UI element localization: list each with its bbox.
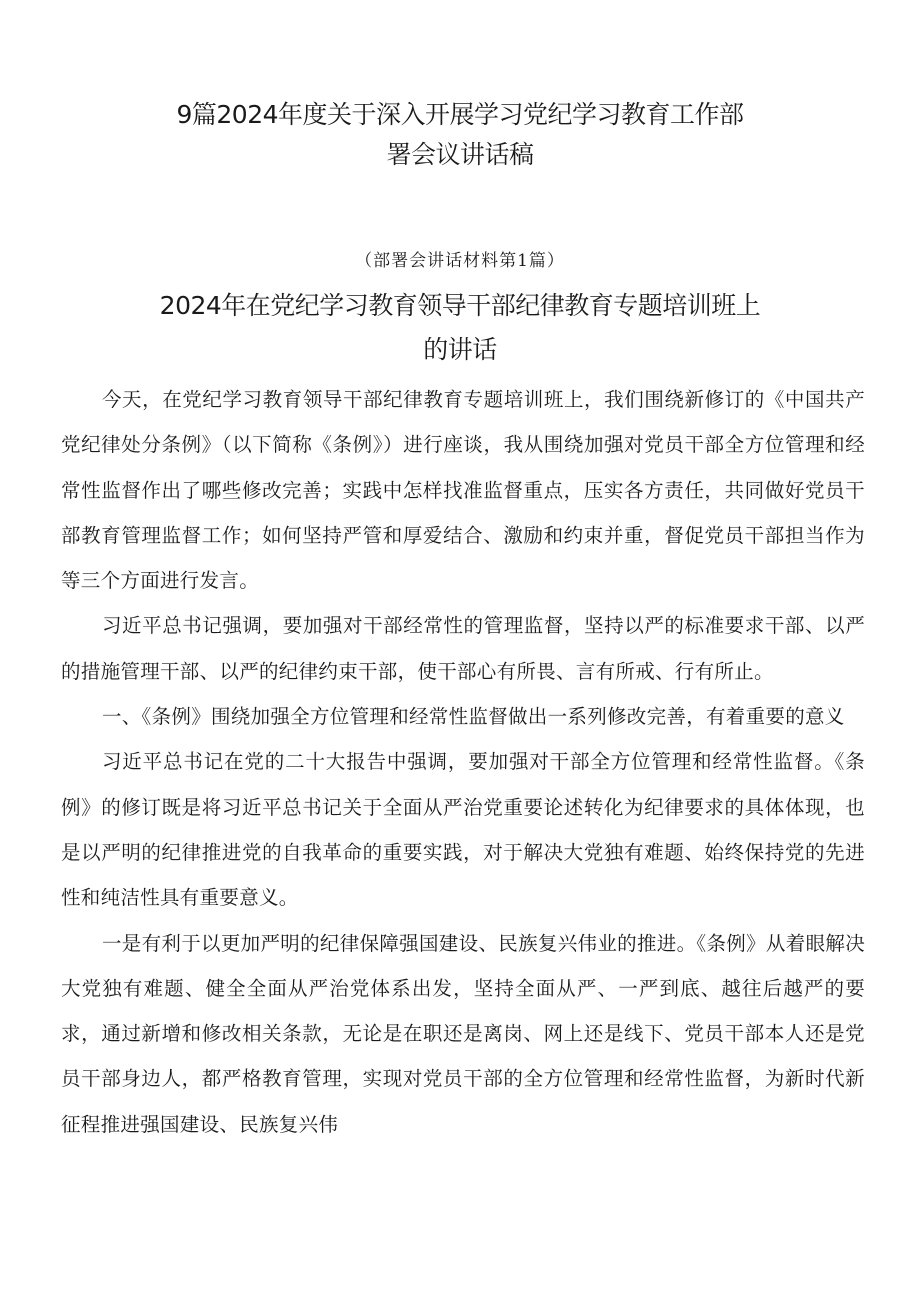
paragraph-quote: 习近平总书记强调，要加强对干部经常性的管理监督，坚持以严的标准要求干部、以严的措施管理干部、以严的纪律约束干部，使干部心有所畏、言有所戒、行有所止。 <box>61 614 865 683</box>
paragraph-heading-one: 一、《条例》围绕加强全方位管理和经常性监督做出一系列修改完善，有着重要的意义 <box>101 705 845 729</box>
paragraph-significance: 习近平总书记在党的二十大报告中强调，要加强对干部全方位管理和经常性监督。《条例》的修订既是将习近平总书记关于全面从严治党重要论述转化为纪律要求的具体体现，也是以严明的纪律推进党的自我革命的重要实践，对于解决大党独有难题、始终保持党的先进性和纯洁性具有重要意义。 <box>61 750 865 910</box>
paragraph-point-one: 一是有利于以更加严明的纪律保障强国建设、民族复兴伟业的推进。《条例》从着眼解决大党独有难题、健全全面从严治党体系出发，坚持全面从严、一严到底、越往后越严的要求，通过新增和修改相关条款，无论是在职还是离岗、网上还是线下、党员干部本人还是党员干部身边人，都严格教育管理，实现对党员干部的全方位管理和经常性监督，为新时代新征程推进强国建设、民族复兴伟 <box>61 931 865 1136</box>
speech-subtitle: （部署会讲话材料第1篇） <box>355 251 565 271</box>
speech-title-line-2: 的讲话 <box>423 335 497 364</box>
speech-title-line-1: 2024年在党纪学习教育领导干部纪律教育专题培训班上 <box>159 291 761 320</box>
paragraph-opening: 今天，在党纪学习教育领导干部纪律教育专题培训班上，我们围绕新修订的《中国共产党纪律处分条例》（以下简称《条例》）进行座谈，我从围绕加强对党员干部全方位管理和经常性监督作出了哪些修改完善；实践中怎样找准监督重点，压实各方责任，共同做好党员干部教育管理监督工作；如何坚持严管和厚爱结合、激励和约束并重，督促党员干部担当作为等三个方面进行发言。 <box>61 388 865 593</box>
speech-body <box>61 377 865 1147</box>
document-title-line-1: 9篇2024年度关于深入开展学习党纪学习教育工作部 <box>176 100 744 129</box>
document-title-line-2: 署会议讲话稿 <box>386 140 534 169</box>
